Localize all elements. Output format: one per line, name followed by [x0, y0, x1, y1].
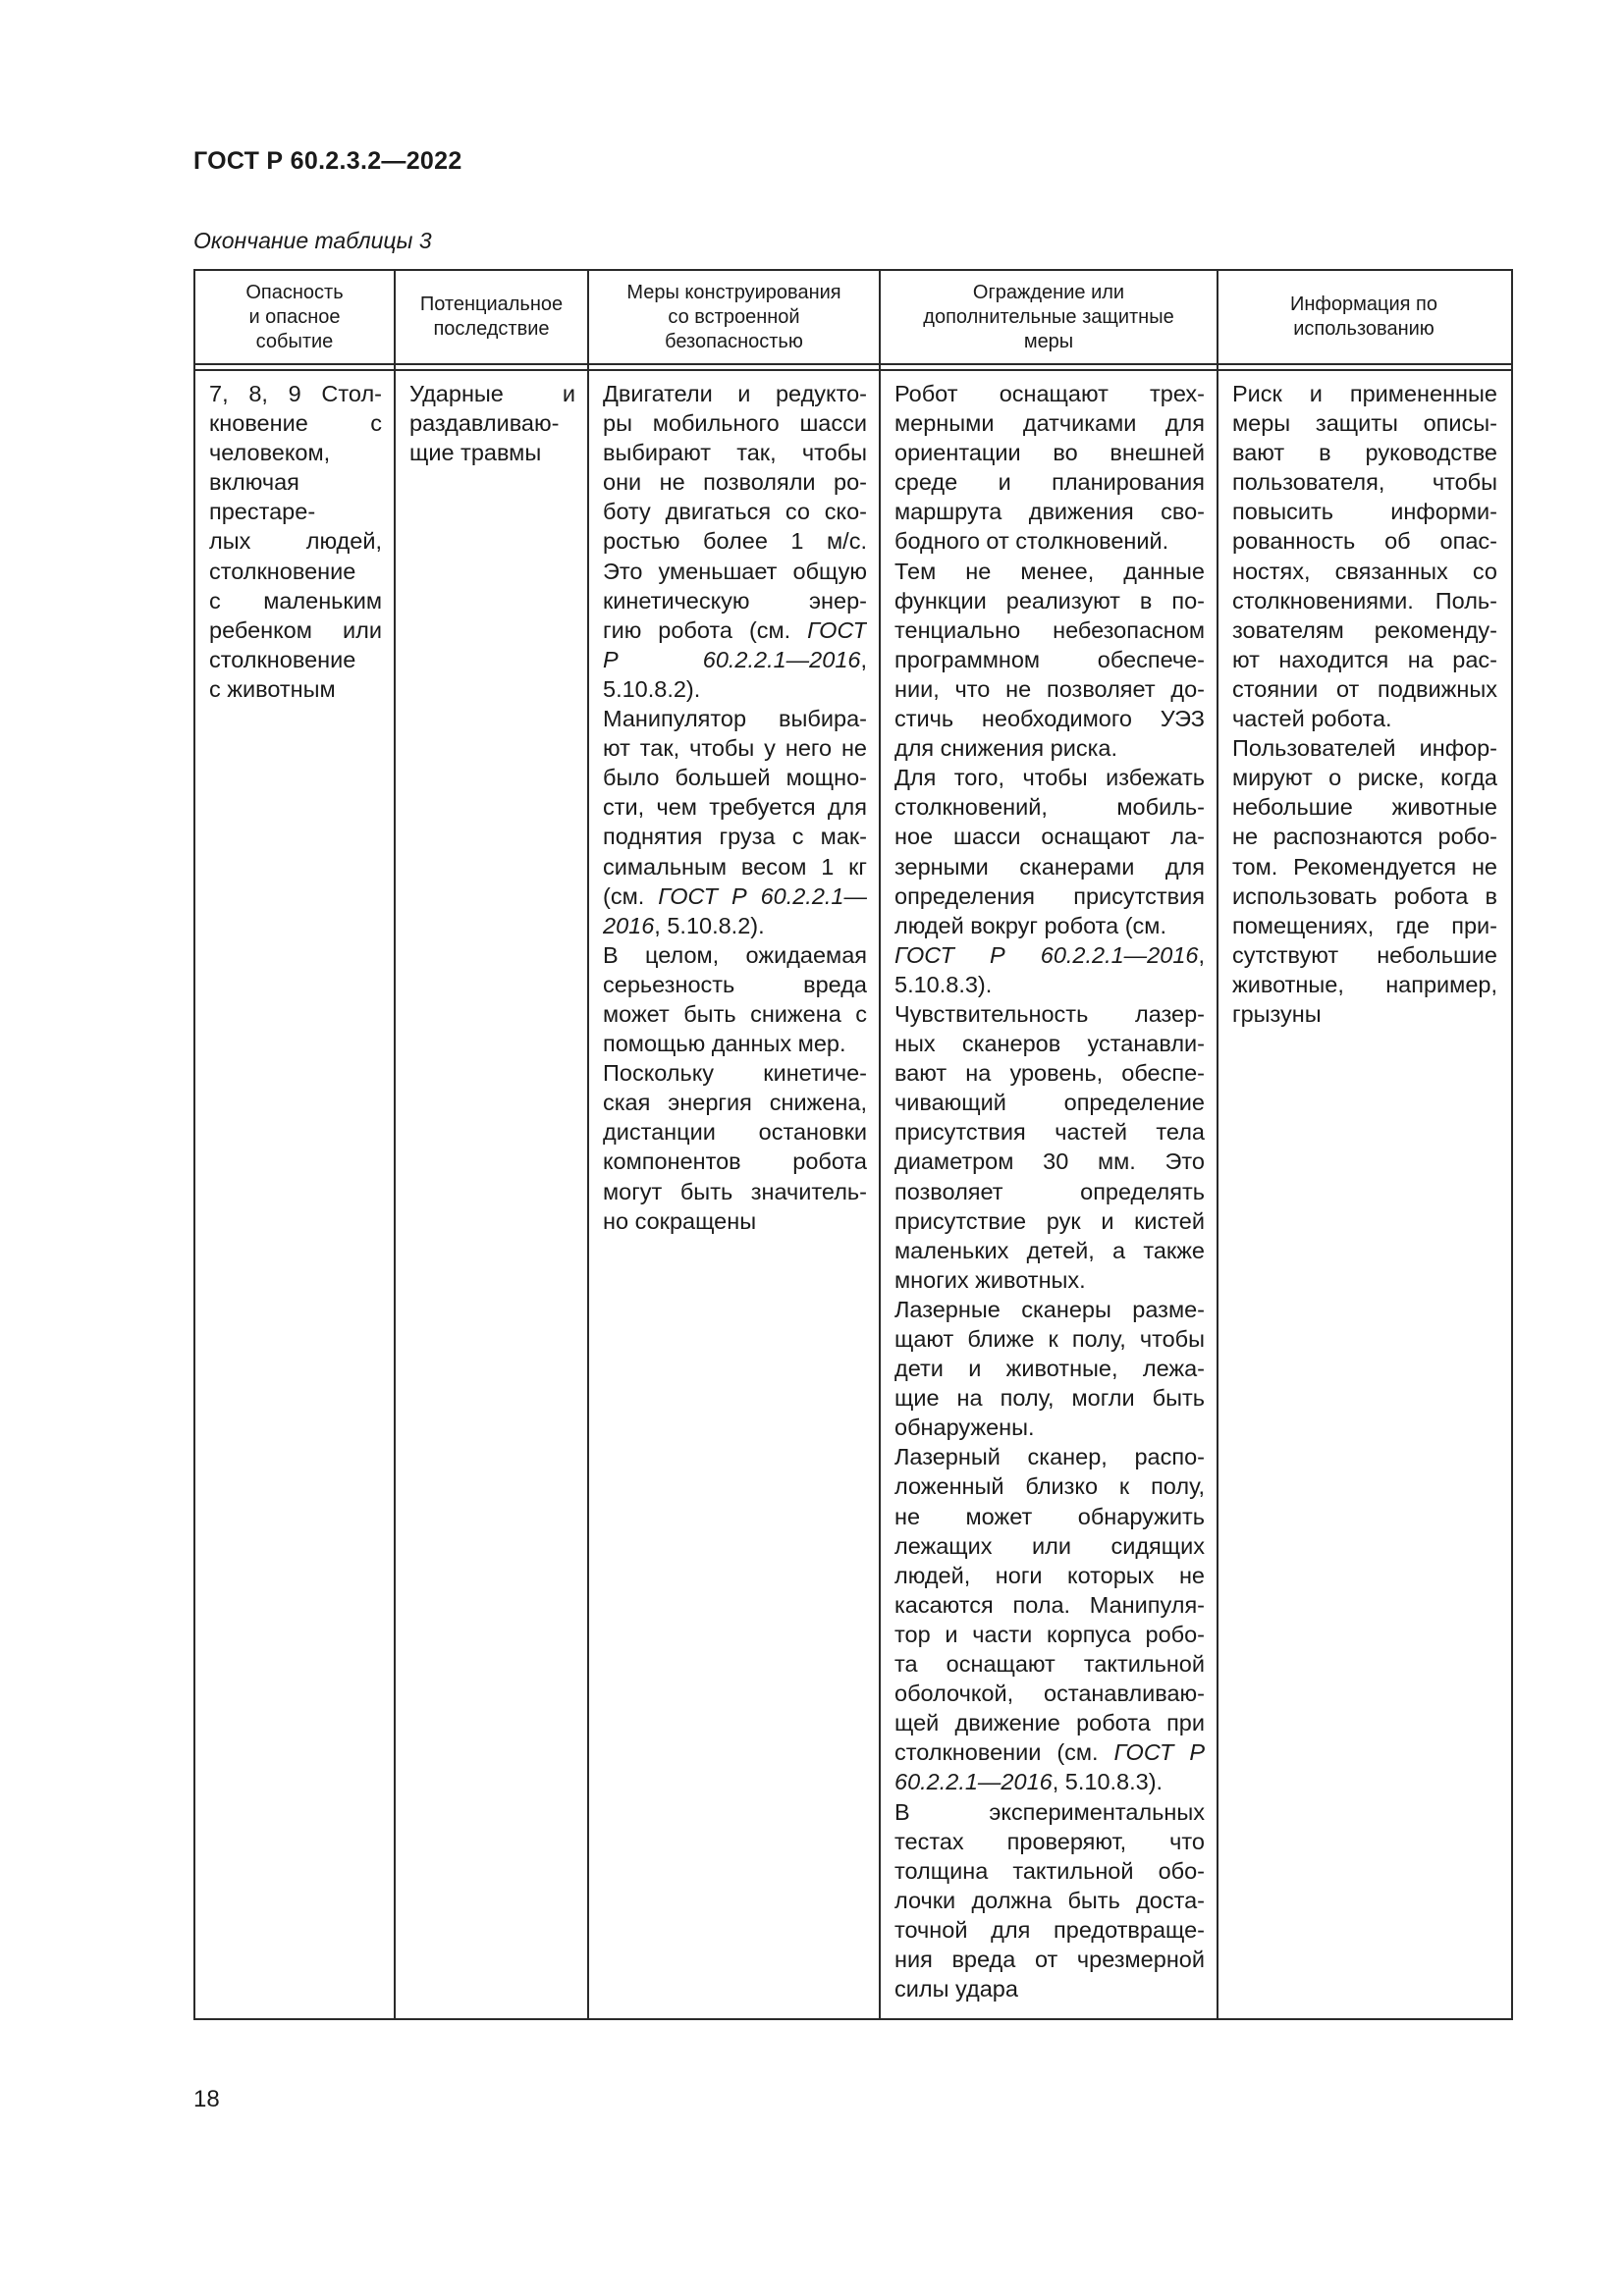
column-header-text: [420, 293, 563, 342]
cell-line: помощью данных мер.: [603, 1031, 846, 1057]
cell-line: щие на полу, могли быть: [894, 1385, 1205, 1412]
cell-line: 5.10.8.3).: [894, 971, 993, 997]
header-divider-bottom: [193, 369, 1513, 371]
cell-line: (см. ГОСТ Р 60.2.2.1—: [603, 882, 867, 909]
cell-line: для снижения риска.: [894, 735, 1118, 762]
cell-line: многих животных.: [894, 1266, 1086, 1293]
cell-line: маленьких детей, а также: [894, 1237, 1205, 1263]
cell-consequence: [396, 379, 587, 467]
cell-line: зователям рекоменду-: [1232, 616, 1497, 643]
cell-line: повысить информи-: [1232, 499, 1497, 525]
column-header-text: [923, 281, 1173, 354]
cell-line: сутствуют небольшие: [1232, 941, 1497, 968]
cell-design-measures: [589, 379, 879, 1236]
column-header-line: событие: [255, 330, 334, 352]
column-header-usage-info: [1218, 271, 1509, 363]
cell-line: Ударные и: [409, 381, 575, 406]
column-header-line: и опасное: [248, 305, 341, 328]
cell-line: раздавливаю-: [409, 410, 560, 437]
cell-line: с животным: [209, 675, 336, 702]
cell-line: не может обнаружить: [894, 1503, 1205, 1529]
cell-line: стоянии от подвижных: [1232, 675, 1497, 702]
cell-line: включая: [209, 469, 299, 496]
cell-line: сти, чем требуется для: [603, 794, 867, 821]
cell-line: щей движение робота при: [894, 1710, 1205, 1736]
cell-line: поднятия груза с мак-: [603, 824, 867, 850]
cell-line: ская энергия снижена,: [603, 1090, 867, 1116]
column-header-line: дополнительные защитные: [923, 305, 1174, 328]
column-header-text: [245, 281, 343, 354]
cell-line: стичь необходимого УЭЗ: [894, 706, 1205, 732]
column-header-line: последствие: [433, 318, 550, 340]
cell-line: оболочкой, останавливаю-: [894, 1681, 1205, 1707]
cell-line: 60.2.2.1—2016, 5.10.8.3).: [894, 1769, 1164, 1795]
cell-line: ния вреда от чрезмерной: [894, 1946, 1205, 1972]
cell-line: чивающий определение: [894, 1090, 1205, 1116]
cell-line: Риск и примененные: [1232, 381, 1497, 406]
column-header-line: Опасность: [245, 281, 344, 303]
cell-line: тестах проверяют, что: [894, 1828, 1205, 1854]
table-caption: Окончание таблицы 3: [193, 228, 432, 253]
cell-line: касаются пола. Манипуля-: [894, 1591, 1205, 1618]
cell-line: но сокращены: [603, 1207, 757, 1234]
cell-line: Лазерные сканеры разме-: [894, 1296, 1205, 1322]
cell-line: рованность об опас-: [1232, 528, 1497, 555]
cell-line: силы удара: [894, 1976, 1018, 2002]
cell-line: 2016, 5.10.8.2).: [603, 912, 765, 938]
column-header-consequence: [396, 271, 587, 363]
cell-line: ное шасси оснащают ла-: [894, 824, 1205, 850]
cell-line: бодного от столкновений.: [894, 528, 1169, 555]
cell-line: боту двигаться со ско-: [603, 499, 867, 525]
cell-line: столкновение: [209, 558, 356, 584]
cell-line: ют находится на рас-: [1232, 646, 1497, 672]
cell-line: столкновениями. Поль-: [1232, 587, 1497, 614]
cell-line: ребенком или: [209, 616, 382, 643]
cell-line: серьезность вреда: [603, 971, 867, 997]
cell-line: пользователя, чтобы: [1232, 469, 1497, 496]
column-divider: [394, 269, 396, 2020]
cell-line: ложенный близко к полу,: [894, 1473, 1205, 1500]
column-header-text: [626, 281, 840, 354]
cell-line: меры защиты описы-: [1232, 410, 1497, 437]
column-header-line: меры: [1023, 330, 1074, 352]
cell-line: небольшие животные: [1232, 794, 1497, 821]
cell-line: может быть снижена с: [603, 1000, 867, 1027]
cell-line: зерными сканерами для: [894, 853, 1205, 880]
cell-line: ных сканеров устанавли-: [894, 1031, 1205, 1057]
cell-line: точной для предотвраще-: [894, 1916, 1205, 1943]
cell-line: вают на уровень, обеспе-: [894, 1060, 1205, 1087]
cell-line: ностях, связанных со: [1232, 558, 1497, 584]
cell-line: дети и животные, лежа-: [894, 1356, 1205, 1382]
cell-line: было большей мощно-: [603, 765, 867, 791]
cell-line: столкновение: [209, 646, 356, 672]
cell-line: Поскольку кинетиче-: [603, 1060, 867, 1087]
cell-line: не распознаются робо-: [1232, 824, 1497, 850]
cell-line: тенциально небезопасном: [894, 616, 1205, 643]
cell-line: тор и части корпуса робо-: [894, 1621, 1205, 1647]
cell-line: Для того, чтобы избежать: [894, 765, 1205, 791]
cell-line: присутствие рук и кистей: [894, 1207, 1205, 1234]
cell-line: ют так, чтобы у него не: [603, 735, 867, 762]
cell-line: Двигатели и редукто-: [603, 381, 867, 406]
cell-usage-info: [1218, 379, 1509, 1029]
column-header-line: Потенциальное: [419, 294, 564, 315]
cell-line: В экспериментальных: [894, 1798, 1205, 1825]
cell-line: том. Рекомендуется не: [1232, 853, 1497, 880]
cell-line: Тем не менее, данные: [894, 558, 1205, 584]
cell-line: та оснащают тактильной: [894, 1651, 1205, 1678]
cell-safeguards: [881, 379, 1217, 2003]
cell-line: помещениях, где при-: [1232, 912, 1497, 938]
cell-line: ГОСТ Р 60.2.2.1—2016,: [894, 941, 1205, 968]
cell-line: определения присутствия: [894, 882, 1205, 909]
cell-line: с маленьким: [209, 587, 382, 614]
cell-line: Робот оснащают трех-: [894, 381, 1205, 406]
cell-line: столкновений, мобиль-: [894, 794, 1205, 821]
cell-line: щие травмы: [409, 440, 542, 466]
column-header-safeguards: [881, 271, 1217, 363]
cell-line: Манипулятор выбира-: [603, 706, 867, 732]
cell-line: человеком,: [209, 440, 331, 466]
cell-line: толщина тактильной обо-: [894, 1857, 1205, 1884]
column-header-line: безопасностью: [665, 330, 803, 352]
column-header-line: использованию: [1293, 318, 1435, 340]
header-divider-top: [193, 363, 1513, 365]
cell-line: позволяет определять: [894, 1178, 1205, 1204]
cell-line: ры мобильного шасси: [603, 410, 867, 437]
column-header-text: [1290, 293, 1437, 342]
cell-line: столкновении (см. ГОСТ Р: [894, 1739, 1205, 1766]
cell-line: мируют о риске, когда: [1232, 765, 1497, 791]
cell-line: они не позволяли ро-: [603, 469, 867, 496]
cell-hazard: [195, 379, 394, 704]
cell-line: Р 60.2.2.1—2016,: [603, 646, 867, 672]
column-header-hazard: [195, 271, 394, 363]
page-number: 18: [193, 2086, 220, 2112]
cell-line: Это уменьшает общую: [603, 558, 867, 584]
cell-line: грызуны: [1232, 1000, 1322, 1027]
cell-line: ростью более 1 м/с.: [603, 528, 867, 555]
cell-line: использовать робота в: [1232, 882, 1497, 909]
cell-line: щают ближе к полу, чтобы: [894, 1326, 1205, 1352]
column-header-line: Информация по: [1290, 294, 1437, 315]
cell-line: лежащих или сидящих: [894, 1532, 1205, 1559]
cell-line: дистанции остановки: [603, 1119, 867, 1146]
cell-line: лочки должна быть доста-: [894, 1887, 1205, 1913]
cell-line: В целом, ожидаемая: [603, 941, 867, 968]
cell-line: программном обеспече-: [894, 646, 1205, 672]
cell-line: диаметром 30 мм. Это: [894, 1148, 1205, 1175]
cell-line: вают в руководстве: [1232, 440, 1497, 466]
cell-line: 7, 8, 9 Стол-: [209, 381, 382, 406]
cell-line: среде и планирования: [894, 469, 1205, 496]
cell-line: 5.10.8.2).: [603, 675, 701, 702]
cell-line: людей, ноги которых не: [894, 1562, 1205, 1588]
cell-line: маршрута движения сво-: [894, 499, 1205, 525]
document-header: ГОСТ Р 60.2.3.2—2022: [193, 147, 462, 175]
cell-line: могут быть значитель-: [603, 1178, 867, 1204]
cell-line: выбирают так, чтобы: [603, 440, 867, 466]
cell-line: Лазерный сканер, распо-: [894, 1444, 1205, 1470]
cell-line: кинетическую энер-: [603, 587, 867, 614]
hazard-table: [193, 269, 1513, 2020]
cell-line: престаре-: [209, 499, 316, 525]
cell-line: людей вокруг робота (см.: [894, 912, 1166, 938]
cell-line: частей робота.: [1232, 706, 1392, 732]
cell-line: ориентации во внешней: [894, 440, 1205, 466]
cell-line: лых людей,: [209, 528, 382, 555]
cell-line: присутствия частей тела: [894, 1119, 1205, 1146]
cell-line: обнаружены.: [894, 1415, 1035, 1441]
cell-line: нии, что не позволяет до-: [894, 675, 1205, 702]
cell-line: гию робота (см. ГОСТ: [603, 616, 867, 643]
cell-line: кновение с: [209, 410, 382, 437]
column-header-line: со встроенной: [668, 305, 800, 328]
cell-line: симальным весом 1 кг: [603, 853, 867, 880]
cell-line: функции реализуют в по-: [894, 587, 1205, 614]
column-header-line: Ограждение или: [972, 281, 1125, 303]
cell-line: мерными датчиками для: [894, 410, 1205, 437]
column-header-design-measures: [589, 271, 879, 363]
cell-line: животные, например,: [1232, 971, 1497, 997]
cell-line: Чувствительность лазер-: [894, 1000, 1205, 1027]
cell-line: компонентов робота: [603, 1148, 867, 1175]
column-header-line: Меры конструирования: [626, 281, 841, 303]
cell-line: Пользователей инфор-: [1232, 735, 1497, 762]
